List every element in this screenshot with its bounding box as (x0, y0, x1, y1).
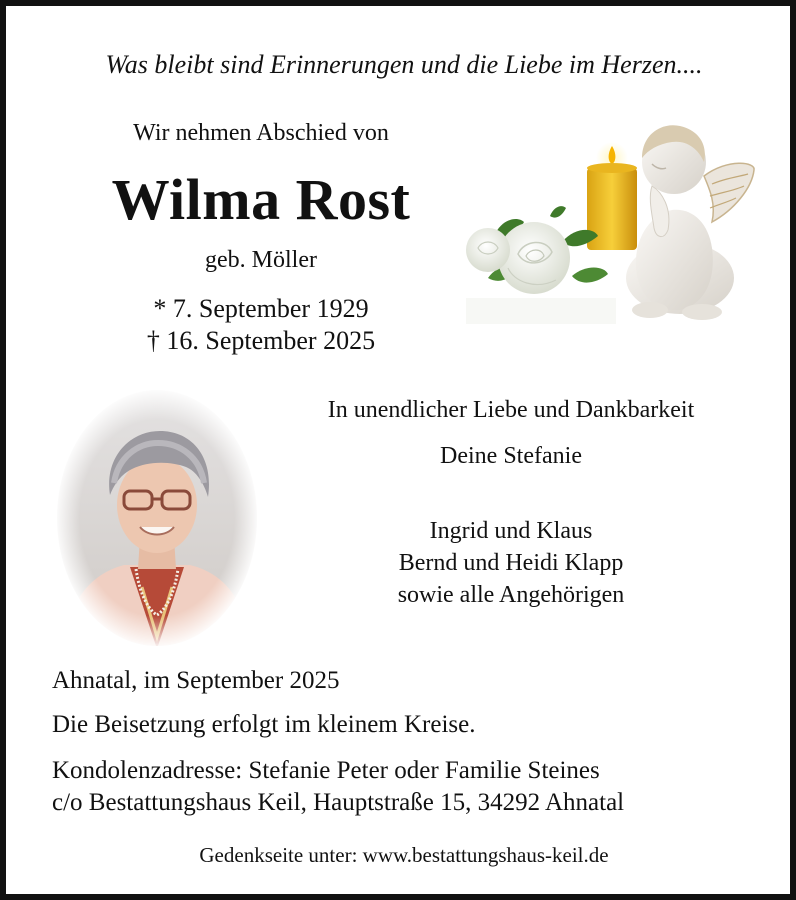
thanks-line: In unendlicher Liebe und Dankbarkeit (327, 397, 695, 423)
intro-line: Wir nehmen Abschied von (133, 120, 389, 146)
mourner-line: Bernd und Heidi Klapp (398, 550, 624, 576)
mourner-line: Ingrid und Klaus (429, 518, 593, 544)
condolence-address (52, 755, 772, 819)
place-date: Ahnatal, im September 2025 (52, 667, 340, 694)
mourner-line: sowie alle Angehörigen (397, 582, 625, 608)
angel-candle-roses-image (466, 118, 762, 324)
birth-date: * 7. September 1929 (153, 294, 369, 323)
life-dates (106, 293, 416, 357)
birth-name: geb. Möller (205, 247, 317, 273)
motto: Was bleibt sind Erinnerungen und die Liebe im Herzen.... (105, 50, 703, 79)
condolence-line: c/o Bestattungshaus Keil, Hauptstraße 15, 34292 Ahnatal (52, 789, 625, 816)
portrait-photo (54, 387, 260, 649)
mourner-main: Deine Stefanie (440, 443, 582, 469)
deceased-name: Wilma Rost (111, 167, 411, 232)
condolence-line: Kondolenzadresse: Stefanie Peter oder Familie Steines (52, 757, 600, 784)
mourners-list (266, 515, 756, 611)
death-date: † 16. September 2025 (146, 326, 376, 355)
memorial-page-link[interactable]: Gedenkseite unter: www.bestattungshaus-keil.de (199, 843, 609, 867)
funeral-notice: Die Beisetzung erfolgt im kleinem Kreise. (52, 711, 476, 738)
